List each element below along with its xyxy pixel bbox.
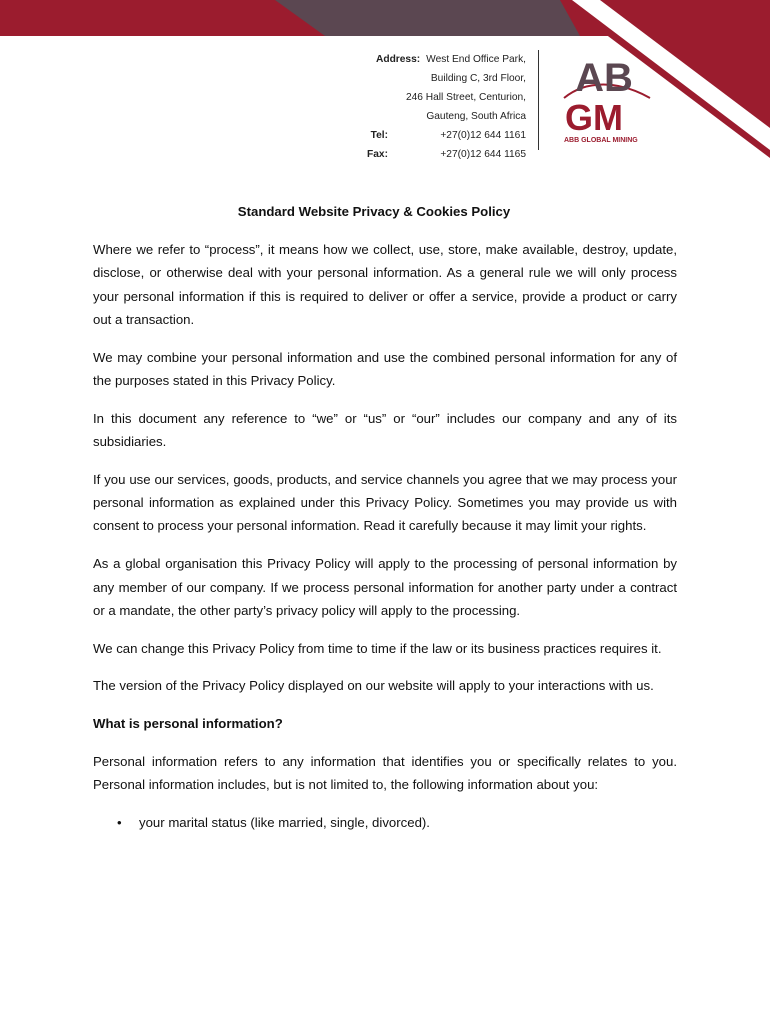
address-row — [330, 88, 526, 107]
header-divider — [538, 50, 539, 150]
paragraph-process-definition: Where we refer to “process”, it means how we collect, use, store, make available, destroy, update, disclose, or otherwise deal with your personal information. As a general rule we will only process your personal information if this is required to deliver or offer a service, provide a product or carry out a transaction. — [93, 242, 677, 327]
tel-label: Tel: — [370, 130, 388, 141]
tel-row — [330, 126, 526, 145]
fax-label: Fax: — [367, 149, 388, 160]
section-heading-personal-information: What is personal information? — [93, 716, 283, 732]
fax-value: +27(0)12 644 1165 — [440, 149, 526, 160]
logo-tagline: ABB GLOBAL MINING — [564, 137, 638, 144]
company-contact-block — [330, 50, 526, 164]
paragraph-personal-information-definition: Personal information refers to any information that identifies you or specifically relates to you. Personal information includes, but is not limited to, the following information about you: — [93, 753, 677, 793]
fax-row — [330, 145, 526, 164]
policy-document — [93, 200, 677, 834]
address-row — [330, 50, 526, 69]
paragraph-global-organisation: As a global organisation this Privacy Policy will apply to the processing of personal information by any member of our company. If we process personal information for another party under a contract or a mandate, the other party’s privacy policy will apply to the processing. — [93, 556, 677, 618]
logo-ab-text: AB — [575, 56, 633, 100]
address-line-1: West End Office Park, — [426, 54, 526, 65]
address-line-2: Building C, 3rd Floor, — [430, 73, 526, 84]
personal-information-list — [93, 811, 677, 834]
bullet-icon: • — [117, 814, 122, 830]
address-label: Address: — [375, 54, 421, 65]
paragraph-policy-version: The version of the Privacy Policy displayed on our website will apply to your interactions with us. — [93, 678, 654, 694]
address-row — [330, 69, 526, 88]
list-item-text: your marital status (like married, single, divorced). — [139, 814, 430, 830]
address-line-3: 246 Hall Street, Centurion, — [405, 92, 526, 103]
tel-value: +27(0)12 644 1161 — [440, 130, 526, 141]
document-title: Standard Website Privacy & Cookies Policy — [237, 204, 511, 219]
address-line-4: Gauteng, South Africa — [426, 111, 526, 122]
paragraph-policy-changes: We can change this Privacy Policy from time to time if the law or its business practices requires it. — [93, 640, 662, 656]
logo-gm-text: GM — [565, 97, 623, 138]
paragraph-consent: If you use our services, goods, products, and service channels you agree that we may process your personal information as explained under this Privacy Policy. Sometimes you may provide us with consent to process your personal information. Read it carefully because it may limit your rights. — [93, 471, 677, 534]
abgm-logo — [556, 50, 656, 150]
paragraph-we-us-our: In this document any reference to “we” or “us” or “our” includes our company and any of its subsidiaries. — [93, 410, 677, 450]
paragraph-combine-information: We may combine your personal information and use the combined personal information for any of the purposes stated in this Privacy Policy. — [93, 349, 677, 388]
banner-slate-band — [275, 0, 580, 36]
list-item — [117, 811, 677, 834]
address-row — [330, 107, 526, 126]
